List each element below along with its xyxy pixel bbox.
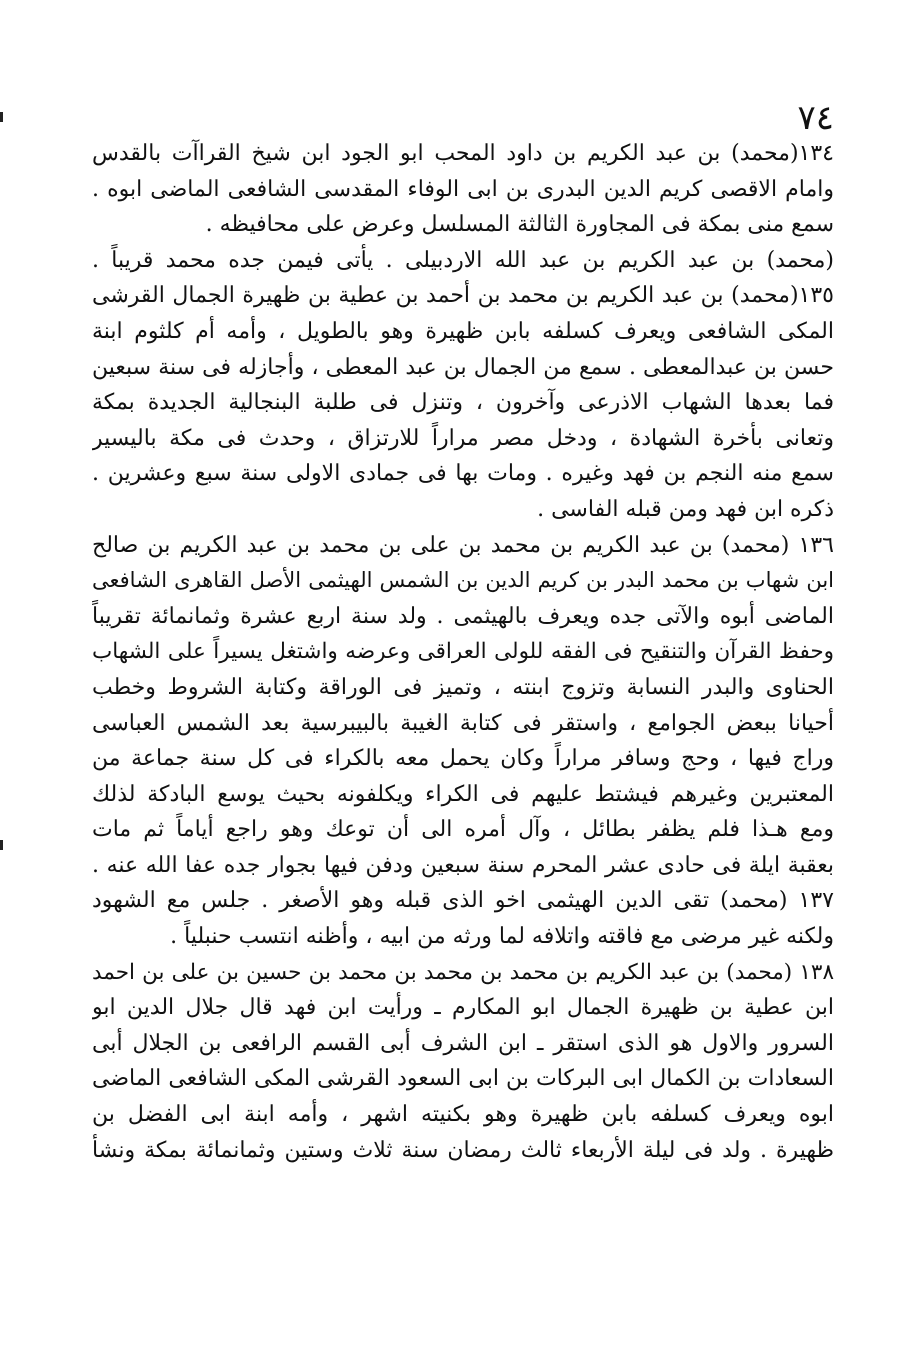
- text-line: المعتبرين وغيرهم فيشتط عليهم فى الكراء ويكلفونه بحيث يوسع البادكة لذلك: [92, 781, 834, 807]
- text-line: وتعانى بأخرة الشهادة ، ودخل مصر مراراً للارتزاق ، وحدث فى مكة باليسير: [92, 425, 834, 451]
- text-line: السعادات بن الكمال ابى البركات بن ابى السعود القرشى المكى الشافعى الماضى: [92, 1066, 834, 1092]
- text-line: السرور والاول هو الذى استقر ـ ابن الشرف أبى القسم الرافعى بن الجلال أبى: [92, 1030, 834, 1056]
- text-line: ابن شهاب بن محمد البدر بن كريم الدين بن الشمس الهيثمى الأصل القاهرى الشافعى: [92, 568, 834, 593]
- text-line: ولكنه غير مرضى مع فاقته واتلافه لما ورثه من ابيه ، وأظنه انتسب حنبلياً .: [170, 924, 834, 950]
- text-line: بعقبة ايلة فى حادى عشر المحرم سنة سبعين ودفن فيها بجوار جده عفا الله عنه .: [92, 852, 834, 878]
- text-line: أحيانا ببعض الجوامع ، واستقر فى كتابة الغيبة بالبيبرسية بعد الشمس العباسى: [92, 710, 834, 736]
- text-line: ظهيرة . ولد فى ليلة الأربعاء ثالث رمضان سنة ثلاث وستين وثمانمائة بمكة ونشأ: [92, 1137, 834, 1163]
- text-line: فما بعدها الشهاب الاذرعى وآخرون ، وتنزل فى طلبة البنجالية الجديدة بمكة: [92, 390, 834, 416]
- text-line: ومع هـذا فلم يظفر بطائل ، وآل أمره الى أن توعك وهو راجع أياماً ثم مات: [92, 817, 834, 843]
- text-line: سمع منى بمكة فى المجاورة الثالثة المسلسل وعرض على محافيظه .: [205, 212, 834, 238]
- text-line: الماضى أبوه والآتى جده ويعرف بالهيثمى . ولد سنة اربع عشرة وثمانمائة تقريباً: [92, 603, 834, 629]
- text-line: (محمد) بن عبد الكريم بن عبد الله الاردبيلى . يأتى فيمن جده محمد قريباً .: [92, 247, 834, 273]
- text-line: حسن بن عبدالمعطى . سمع من الجمال بن عبد المعطى ، وأجازله فى سنة سبعين: [92, 354, 834, 380]
- text-line: الحناوى والبدر النسابة وتزوج ابنته ، وتميز فى الوراقة وكتابة الشروط وخطب: [92, 674, 834, 700]
- page-body-text: [92, 136, 834, 1168]
- text-line: سمع منه النجم بن فهد وغيره . ومات بها فى جمادى الاولى سنة سبع وعشرين .: [92, 461, 834, 487]
- text-line: ذكره ابن فهد ومن قبله الفاسى .: [537, 496, 834, 522]
- text-line: ١٣٨ (محمد) بن عبد الكريم بن محمد بن محمد بن محمد بن حسين بن على بن احمد: [92, 959, 834, 985]
- scan-margin-mark-middle: [0, 840, 3, 850]
- text-line: وراج فيها ، وحج وسافر مراراً وكان يحمل معه بالكراء فى كل سنة جماعة من: [92, 746, 834, 772]
- page-number: ٧٤: [797, 98, 834, 138]
- text-line: ١٣٥(محمد) بن عبد الكريم بن محمد بن أحمد بن عطية بن ظهيرة الجمال القرشى: [92, 283, 834, 309]
- text-line: ١٣٧ (محمد) تقى الدين الهيثمى اخو الذى قبله وهو الأصغر . جلس مع الشهود: [92, 888, 834, 914]
- text-line: وحفظ القرآن والتنقيح فى الفقه للولى العراقى وعرضه واشتغل يسيراً على الشهاب: [92, 639, 834, 665]
- text-line: ١٣٤(محمد) بن عبد الكريم بن داود المحب ابو الجود ابن شيخ القراآت بالقدس: [92, 141, 834, 166]
- text-line: ابوه ويعرف كسلفه بابن ظهيرة وهو بكنيته اشهر ، وأمه ابنة ابى الفضل بن: [92, 1102, 834, 1128]
- text-line: ١٣٦ (محمد) بن عبد الكريم بن محمد بن على بن محمد بن عبد الكريم بن صالح: [92, 532, 834, 558]
- text-line: وامام الاقصى كريم الدين البدرى بن ابى الوفاء المقدسى الشافعى الماضى ابوه .: [92, 176, 834, 202]
- text-line: المكى الشافعى ويعرف كسلفه بابن ظهيرة وهو بالطويل ، وأمه أم كلثوم ابنة: [92, 318, 834, 344]
- book-page: [92, 98, 834, 1318]
- scan-margin-mark-top: [0, 112, 3, 122]
- text-line: ابن عطية بن ظهيرة الجمال ابو المكارم ـ ورأيت ابن فهد قال جلال الدين ابو: [92, 995, 834, 1021]
